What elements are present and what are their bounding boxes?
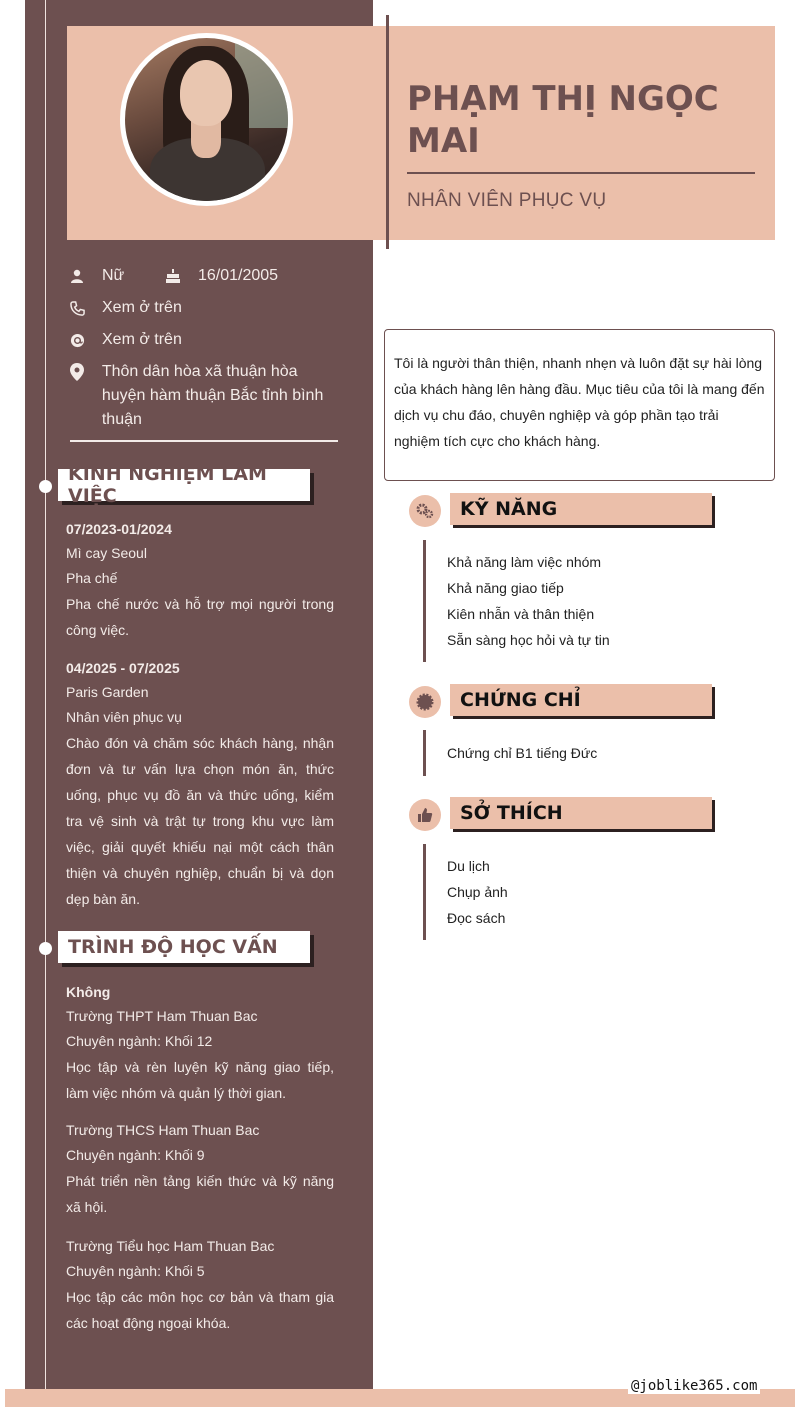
list-item: Đọc sách [447, 910, 506, 926]
education-description: Phát triển nền tảng kiến thức và kỹ năng xã hội. [66, 1173, 334, 1215]
experience-date: 07/2023-01/2024 [66, 521, 172, 537]
list-item: Kiên nhẫn và thân thiện [447, 606, 595, 622]
phone-icon [68, 299, 86, 317]
email-row [68, 328, 182, 352]
location-pin-icon [68, 363, 86, 381]
experience-description: Chào đón và chăm sóc khách hàng, nhận đơn và tư vấn lựa chọn món ăn, thức uống, phục vụ đồ ăn và thức uống, kiểm tra vệ sinh và trật tự trong khu vực làm việc, giải quyết khiếu nại một cách thân thiện và chuyên nghiệp, chuẩn bị và dọn dẹp bàn ăn. [66, 735, 334, 907]
email-value: Xem ở trên [102, 331, 182, 348]
experience-heading: KINH NGHIỆM LÀM VIỆC [58, 469, 310, 501]
hobbies-list [447, 853, 508, 931]
birthday-cake-icon [164, 267, 182, 285]
list-item: Du lịch [447, 858, 490, 874]
gender-value: Nữ [102, 267, 125, 284]
education-school: Trường Tiểu học Ham Thuan Bac [66, 1238, 275, 1254]
address-row [68, 360, 330, 432]
candidate-name: PHẠM THỊ NGỌC MAI [407, 79, 719, 161]
education-item [66, 1234, 334, 1336]
experience-position: Pha chế [66, 570, 118, 586]
thumbs-up-icon [409, 799, 441, 831]
gears-icon [409, 495, 441, 527]
experience-item [66, 517, 334, 643]
experience-company: Mì cay Seoul [66, 545, 147, 561]
timeline-line [45, 0, 46, 1407]
education-major: Chuyên ngành: Khối 9 [66, 1147, 205, 1163]
hobbies-heading: SỞ THÍCH [450, 797, 712, 829]
education-school: Trường THCS Ham Thuan Bac [66, 1122, 260, 1138]
info-divider [70, 440, 338, 442]
education-description: Học tập các môn học cơ bản và tham gia các hoạt động ngoại khóa. [66, 1289, 334, 1331]
profile-photo [125, 38, 288, 201]
skills-line [423, 540, 426, 662]
user-icon [68, 267, 86, 285]
education-item [66, 1118, 334, 1220]
job-title: NHÂN VIÊN PHỤC VỤ [407, 190, 607, 211]
experience-item [66, 656, 334, 912]
education-description: Học tập và rèn luyện kỹ năng giao tiếp, làm việc nhóm và quản lý thời gian. [66, 1059, 334, 1101]
birthday-row [164, 264, 278, 288]
career-summary: Tôi là người thân thiện, nhanh nhẹn và luôn đặt sự hài lòng của khách hàng lên hàng đầu. Mục tiêu của tôi là mang đến dịch vụ chu đáo, chuyên nghiệp và góp phần tạo trải nghiệm tích cực cho khách hàng. [384, 329, 775, 481]
certificates-line [423, 730, 426, 776]
timeline-dot [39, 480, 52, 493]
gender-row [68, 264, 124, 288]
skills-list [447, 549, 610, 653]
watermark: @joblike365.com [628, 1378, 760, 1394]
header-divider [386, 15, 389, 249]
timeline-dot [39, 942, 52, 955]
list-item: Chứng chỉ B1 tiếng Đức [447, 745, 598, 761]
birthday-value: 16/01/2005 [198, 267, 279, 284]
phone-value: Xem ở trên [102, 299, 182, 316]
list-item: Khả năng làm việc nhóm [447, 554, 602, 570]
experience-company: Paris Garden [66, 684, 149, 700]
hobbies-line [423, 844, 426, 940]
name-underline [407, 172, 755, 174]
certificate-icon [409, 686, 441, 718]
education-item [66, 980, 334, 1106]
email-at-icon [68, 331, 86, 349]
skills-heading: KỸ NĂNG [450, 493, 712, 525]
list-item: Sẵn sàng học hỏi và tự tin [447, 632, 610, 648]
address-value: Thôn dân hòa xã thuận hòa huyện hàm thuận Bắc tỉnh bình thuận [101, 363, 324, 428]
education-major: Chuyên ngành: Khối 5 [66, 1263, 205, 1279]
experience-description: Pha chế nước và hỗ trợ mọi người trong công việc. [66, 596, 334, 638]
avatar [120, 33, 293, 206]
education-heading: TRÌNH ĐỘ HỌC VẤN [58, 931, 310, 963]
experience-date: 04/2025 - 07/2025 [66, 660, 180, 676]
education-school: Trường THPT Ham Thuan Bac [66, 1008, 258, 1024]
education-date: Không [66, 984, 111, 1000]
certificates-heading: CHỨNG CHỈ [450, 684, 712, 716]
phone-row [68, 296, 182, 320]
experience-position: Nhân viên phục vụ [66, 709, 182, 725]
education-major: Chuyên ngành: Khối 12 [66, 1033, 213, 1049]
certificates-list [447, 740, 597, 766]
list-item: Chụp ảnh [447, 884, 508, 900]
list-item: Khả năng giao tiếp [447, 580, 564, 596]
